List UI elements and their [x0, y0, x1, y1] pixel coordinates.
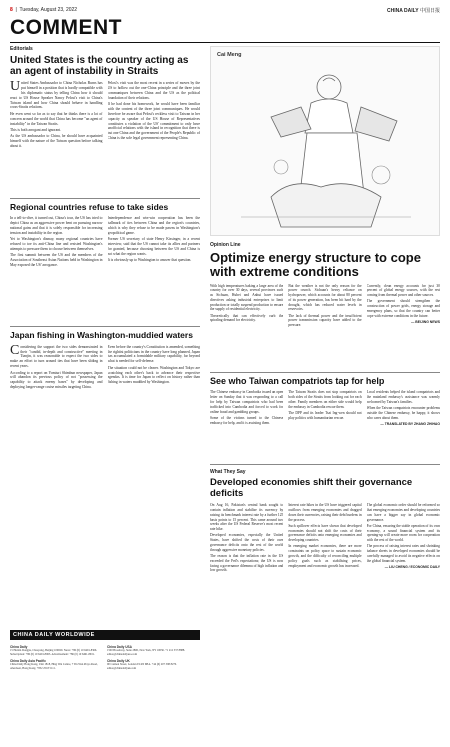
worldwide-col: [10, 643, 103, 671]
paper-name-cn: 中国日报: [419, 7, 440, 14]
page-date: 8 | Tuesday, August 23, 2022: [10, 7, 78, 13]
paragraph: In a tell-to-dive, it turned out, China's tour, the US has tried to depict China as an aggressive power bent on pursuing narrow national gains and that it is solely responsible for increasing tension and instability in the region.: [10, 216, 103, 235]
taiwan-col1: [210, 390, 283, 460]
economies-headline: Developed economies shift their governance deficits: [210, 477, 413, 499]
economies-col1: [210, 503, 283, 663]
paragraph: The lack of thermal power and the insufficient power transmission capacity have added to the pressure.: [288, 313, 362, 328]
worldwide-col: [107, 643, 200, 671]
paragraph: As the US ambassador to China, he should have acquainted himself with the nature of the Taiwan question before talking about it.: [10, 134, 103, 148]
paragraph: Yet to Washington's dismay, many regional countries have refused to toe its anti-China line and resisted Washington's attempts to pressure them to choose between themselves.: [10, 237, 103, 252]
paragraph: Interdependence and win-win cooperation has been the hallmark of ties between China and the region's countries, which is why they refuse to be made pawns in Washington's geopolitical game.: [107, 216, 200, 235]
top-bar: [10, 5, 440, 15]
editorial-3-col1: [10, 345, 103, 463]
worldwide-col-head: China Daily: [10, 645, 28, 649]
economies-col3: [367, 503, 440, 663]
divider: [210, 464, 440, 465]
divider: [10, 326, 200, 327]
right-column: [210, 46, 440, 663]
editorial-1-col1: [10, 81, 103, 194]
cartoon-drawing: [211, 47, 441, 237]
opinion-col1: [210, 284, 283, 368]
paper-brand: [387, 7, 440, 14]
taiwan-col2: [288, 390, 361, 460]
masthead-rule: [10, 42, 440, 43]
page-number: 8: [10, 7, 13, 13]
paragraph: The process of raising interest rates and shrinking balance sheets in developed economies should be carefully managed to avoid its negative effects on the global financial system.: [366, 544, 440, 563]
paragraph: If he had done his homework, he would have been familiar with the content of the three joint communiques. He would therefore be aware that Pelosi's reckless visit to Taiwan in her capacity as speaker of the US House of Representatives constitutes a violation of the US' commitment to only have unofficial relations with the island in recognition that there is but one China and the government of the People's Republic of China is the sole legal government representing China.: [107, 102, 200, 141]
paragraph: Pelosi's visit was the most recent in a series of moves by the US to hollow out the one-China principle and the three joint communiques between China and the US as the political foundation of their relations.: [107, 81, 200, 100]
editorials-label: Editorials: [10, 46, 33, 52]
paragraph: Even before the country's Constitution is amended, something the rightist politicians in the country have long planned, Japan has accumulated a formidable military capability, far beyond what is needed for self-defense.: [107, 344, 200, 364]
paragraph: Some of the victims turned to the Chinese embassy for help, and it is assisting them.: [210, 415, 284, 425]
editorial-2-col1: [10, 216, 103, 322]
worldwide-col-head: China Daily UK: [107, 658, 130, 663]
paragraph: Such spillover effects have shown that developed economies should not shift the costs of their governance deficits onto emerging economies and developing countries.: [288, 523, 362, 543]
china-daily-worldwide-box: [10, 630, 200, 738]
paragraph: The DPP and its leader Tsai Ing-wen should not play politics with humanitarian rescue.: [288, 411, 362, 420]
paragraph: Theoretically that can effectively curb the spiraling demand for electricity.: [210, 313, 284, 323]
worldwide-col-text: 1500 Broadway, Suite 2800, New York, NY 10036. +1 212 537 8888. editor@chinadailyusa.com: [107, 649, 185, 657]
worldwide-title: CHINA DAILY WORLDWIDE: [10, 630, 200, 640]
byline: — TRANSLATED BY ZHANG ZHIHAO: [380, 422, 440, 427]
paragraph: In emerging market economies, there are more constraints on policy space to sustain economic growth, and the difficulty of reconciling multiple policy goals such as stabilising prices, employment and economic growth has increased.: [288, 544, 362, 568]
editorial-3-col2: [108, 345, 201, 463]
taiwan-col3: [367, 390, 440, 460]
what-they-say-label: What They Say: [210, 469, 246, 476]
paragraph: The situation could not be clearer. Washington and Tokyo are scratching each other's back to advance their respective agendas. It is time for Japan to reflect on history rather than fishing in waters muddied by Washington.: [107, 365, 200, 385]
paragraph: The government should strengthen the construction of power grids, energy storage and emergency plans, so that the country can better cope with extreme conditions in the future.: [366, 299, 440, 318]
issue-date: Tuesday, August 23, 2022: [19, 7, 78, 13]
paragraph: The global economic order should be reformed so that emerging economies and developing countries can have a bigger say in global economic governance.: [366, 503, 440, 522]
paragraph: Developed economies, especially the United States, have shifted the costs of their own governance deficits onto the rest of the world through aggressive monetary policies.: [210, 533, 284, 552]
paragraph: The Chinese embassy in Cambodia issued an open letter on Sunday that it was responding to a call for help by Taiwan compatriots who had been trafficked into Cambodia and forced to work for online fraud and gambling groups.: [210, 390, 284, 414]
byline: — BEIJING NEWS: [410, 319, 440, 324]
paragraph: With high temperatures baking a large area of the country for over 30 days, several provinces such as Sichuan, Hubei and Anhui have issued directives asking industrial enterprises to limit production or totally suspend production to ensure the supply of residential electricity.: [210, 283, 284, 312]
paragraph: When the Taiwan compatriots encounter problems outside the Chinese embassy, be happy, it shows who cares about them.: [366, 406, 440, 420]
paragraph: He even went so far as to say that he thinks there is a lot of concern around the world that China has become "an agent of instability" in the Taiwan Straits.: [10, 111, 103, 126]
drop-cap: C: [10, 344, 20, 358]
editorial-1: [10, 55, 200, 194]
illustration-credit: Cai Meng: [217, 52, 242, 58]
worldwide-col-text: China Daily Hong Kong, Unit 1818, Hing Wai Centre, 7 Tin Wan Praya Road, Aberdeen, Hong Kong. +852 2518 5111.: [10, 663, 98, 670]
paragraph: nited States Ambassador to China Nicholas Burns has put himself in a position that is hardly compatible with his diplomatic status by telling China how it should react to US House Speaker Nancy Pelosi's visit to China's Taiwan island and how China should behave in handling cross-Straits relations.: [10, 81, 103, 110]
worldwide-col-head: China Daily USA: [107, 645, 132, 649]
editorial-cartoon: [210, 46, 440, 236]
paragraph: The Taiwan Straits does not stop compatriots on both sides of the Straits from looking out for each other. Family members on either side would help the embassy in Cambodia rescue them.: [288, 390, 362, 409]
opinion-col3: [367, 284, 440, 368]
paragraph: For China, ensuring the stable operation of its own economy, a sound financial system and its opening-up will create more room for cooperation with the rest of the world.: [366, 523, 440, 543]
left-column: [10, 46, 200, 463]
editorial-2-headline: Regional countries refuse to take sides: [10, 202, 169, 212]
opinion-col2: [288, 284, 361, 368]
opinion-line: [210, 242, 440, 368]
editorial-3: [10, 331, 200, 462]
editorial-1-col2: [108, 81, 201, 194]
taiwan-headline: See who Taiwan compatriots tap for help: [210, 375, 385, 386]
paragraph: But the weather is not the only reason for the power crunch. Sichuan's heavy reliance on hydropower, which accounts for about 80 percent of its power generation, has been hit hard by the drought, which has reduced water levels in reservoirs.: [288, 283, 362, 312]
worldwide-col-text: 90 Cannon Street, London EC4N 6HA. +44 (0) 207 398 8270. editor@chinadailyuk.com: [107, 663, 177, 670]
drop-cap: U: [10, 81, 21, 94]
paragraph: Interest rate hikes in the US have triggered capital outflows from emerging economies and dragged down their currencies, raising their debt burdens in the process.: [288, 503, 362, 522]
economies-col2: [288, 503, 361, 663]
paragraph: The reason is that the inflation rate in the US exceeded the Fed's expectations; the US is now facing a governance dilemma of high inflation and low growth.: [210, 554, 284, 573]
paragraph: Local residents helped the island compatriots and the mainland embassy's assistance was warmly welcomed by Taiwan's families.: [366, 390, 440, 405]
paragraph: It is obviously up to Washington to answer that question.: [107, 258, 192, 263]
divider: [10, 198, 200, 199]
opinion-headline: Optimize energy structure to cope with extreme conditions: [210, 250, 421, 280]
paragraph: Former US secretary of state Henry Kissinger, in a recent interview, said that the US cannot take its allies and partners for granted, because choosing between the US and China is not what the region wants.: [107, 237, 200, 256]
paragraph: On Aug 16, Pakistan's central bank sought to contain inflation and stabilise its currency by raising its benchmark interest rate by a further 125 basis points to 15 percent. This came around two weeks after the US Federal Reserve's most recent rate hike.: [210, 503, 284, 532]
editorial-2-col2: [108, 216, 201, 322]
paragraph: Currently, clean energy accounts for just 30 percent of global energy sources, with the rest coming from thermal power and other sources.: [366, 283, 440, 298]
paragraph: This is both arrogant and ignorant.: [10, 127, 62, 132]
divider: [210, 372, 440, 373]
economies-article: [210, 469, 440, 663]
byline: — LIU CHENG / ECONOMIC DAILY: [384, 565, 440, 570]
taiwan-article: [210, 377, 440, 461]
paragraph: onsidering the support the two sides demonstrated in their "candid, in-depth and constructive" meeting in Tianjin, it was reasonable to expect the two sides to make an effort to turn around ties that have been sliding in recent years.: [10, 344, 103, 369]
editorial-3-headline: Japan fishing in Washington-muddied waters: [10, 330, 193, 341]
section-title: COMMENT: [10, 16, 122, 39]
worldwide-col-head: China Daily Asia Pacific: [10, 658, 47, 663]
editorial-1-headline: United States is the country acting as an agent of instability in Straits: [10, 55, 189, 77]
paragraph: According to a report on Yomiuri Shimbun newspaper, Japan will abandon its previous policy of not "possessing the capability to attack enemy bases" by developing and deploying longer-range cruise missiles targeting China.: [10, 370, 103, 390]
paper-name: CHINA DAILY: [387, 7, 419, 14]
editorial-2: [10, 203, 200, 322]
worldwide-col-text: 15 Huixin Dongjie, Chaoyang, Beijing 100029. News: +86 (0) 10 6491-8366. Subscription: +86 (0) 10 6491-8063. Advertisement: +86 (0) 10 6491-8631.: [10, 649, 98, 657]
opinion-label: Opinion Line: [210, 242, 241, 248]
paragraph: The first summit between the US and the members of the Association of Southeast Asian Nations held in Washington in May exposed the US' arrogance.: [10, 253, 103, 268]
